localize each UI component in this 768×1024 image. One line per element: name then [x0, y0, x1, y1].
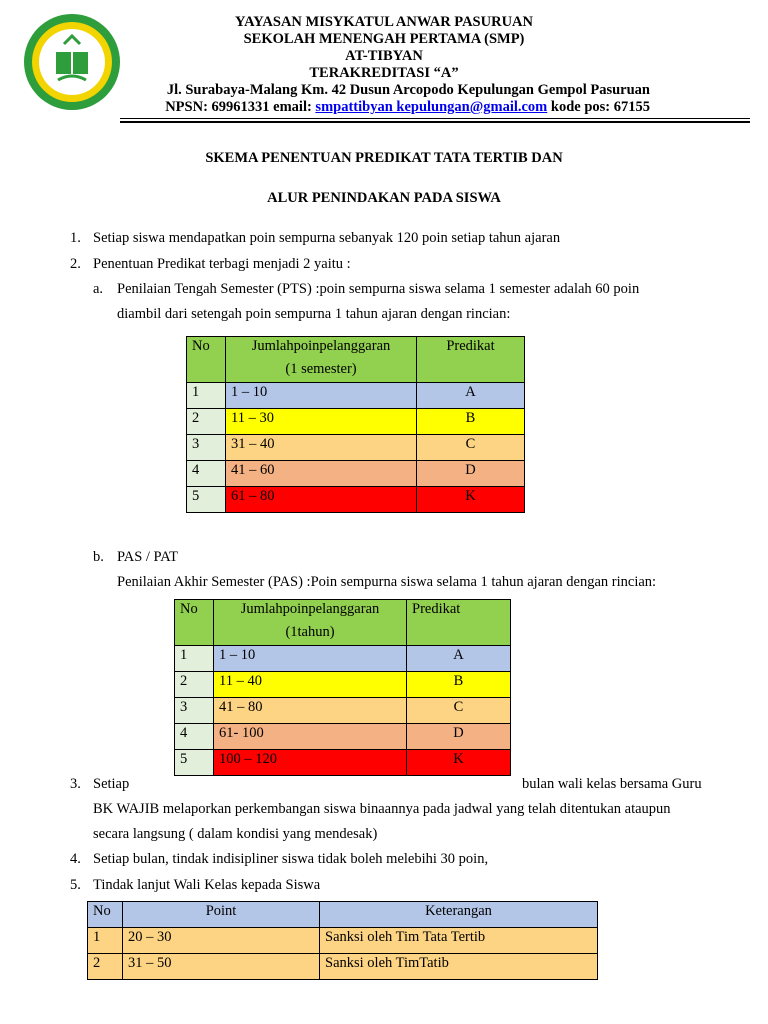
- table-cell: 1 – 10: [226, 383, 417, 409]
- table-row: [187, 461, 525, 487]
- item-text: Setiap siswa mendapatkan poin sempurna sebanyak 120 poin setiap tahun ajaran: [93, 230, 561, 246]
- table-cell: Sanksi oleh TimTatib: [320, 954, 598, 980]
- table-row: [187, 383, 525, 409]
- table-row: [175, 750, 511, 776]
- table-cell: K: [417, 487, 525, 513]
- table-header-cell: No: [88, 902, 123, 928]
- table-cell: Sanksi oleh Tim Tata Tertib: [320, 928, 598, 954]
- table-cell: 5: [187, 487, 226, 513]
- item-text: secara langsung ( dalam kondisi yang mendesak): [93, 826, 378, 842]
- table-cell: 61 – 80: [226, 487, 417, 513]
- item-text: Penilaian Akhir Semester (PAS) :Poin sempurna siswa selama 1 tahun ajaran dengan rincian:: [117, 574, 657, 590]
- school-name: AT-TIBYAN: [345, 48, 423, 64]
- postal-code: kode pos: 67155: [547, 99, 650, 115]
- table-cell: 100 – 120: [214, 750, 407, 776]
- table-cell: D: [407, 724, 511, 750]
- table-row: [88, 954, 598, 980]
- table-header-cell: No: [187, 337, 226, 383]
- table-cell: 4: [187, 461, 226, 487]
- item-text: BK WAJIB melaporkan perkembangan siswa binaannya pada jadwal yang telah ditentukan ataupun: [93, 801, 671, 817]
- table-cell: A: [417, 383, 525, 409]
- item-number: 3.: [70, 776, 81, 792]
- foundation-name: YAYASAN MISYKATUL ANWAR PASURUAN: [235, 14, 533, 30]
- table-header-cell: [226, 337, 417, 383]
- table-cell: 4: [175, 724, 214, 750]
- table-cell: 3: [187, 435, 226, 461]
- pas-predicate-table: [174, 599, 511, 776]
- table-cell: 1 – 10: [214, 646, 407, 672]
- table-cell: 1: [187, 383, 226, 409]
- table-row: [88, 928, 598, 954]
- table-cell: 1: [88, 928, 123, 954]
- item-text: Penentuan Predikat terbagi menjadi 2 yaitu :: [93, 256, 351, 272]
- table-cell: 20 – 30: [123, 928, 320, 954]
- table-header-cell: Predikat: [417, 337, 525, 383]
- table-cell: 2: [88, 954, 123, 980]
- table-cell: 2: [187, 409, 226, 435]
- table-cell: 41 – 60: [226, 461, 417, 487]
- sub-item-letter: a.: [93, 281, 104, 297]
- table-header-cell: Keterangan: [320, 902, 598, 928]
- item-text: PAS / PAT: [117, 549, 179, 565]
- item-number: 1.: [70, 230, 81, 246]
- table-header-cell: Point: [123, 902, 320, 928]
- table-cell: 11 – 30: [226, 409, 417, 435]
- address: Jl. Surabaya-Malang Km. 42 Dusun Arcopodo Kepulungan Gempol Pasuruan: [166, 82, 650, 98]
- item-text: Penilaian Tengah Semester (PTS) :poin sempurna siswa selama 1 semester adalah 60 poin: [117, 281, 640, 297]
- table-row: [175, 672, 511, 698]
- table-cell: 2: [175, 672, 214, 698]
- table-cell: 1: [175, 646, 214, 672]
- table-cell: A: [407, 646, 511, 672]
- header-subtext: (1tahun): [285, 624, 335, 640]
- item-number: 2.: [70, 256, 81, 272]
- school-type: SEKOLAH MENENGAH PERTAMA (SMP): [243, 31, 525, 47]
- table-cell: 31 – 40: [226, 435, 417, 461]
- table-header-cell: Predikat: [407, 600, 511, 646]
- table-cell: 5: [175, 750, 214, 776]
- header-text: Jumlahpoinpelanggaran: [251, 338, 391, 354]
- contact-line: [120, 99, 650, 116]
- document-title-line1: SKEMA PENENTUAN PREDIKAT TATA TERTIB DAN: [205, 150, 563, 166]
- table-row: [175, 698, 511, 724]
- table-row: [187, 435, 525, 461]
- table-cell: 3: [175, 698, 214, 724]
- table-cell: D: [417, 461, 525, 487]
- header-subtext: (1 semester): [285, 361, 357, 377]
- header-divider-thick: [120, 121, 750, 123]
- table-cell: 41 – 80: [214, 698, 407, 724]
- item-text: diambil dari setengah poin sempurna 1 tahun ajaran dengan rincian:: [117, 306, 511, 322]
- table-cell: B: [407, 672, 511, 698]
- item-text: bulan wali kelas bersama Guru: [522, 776, 702, 792]
- email-link[interactable]: smpattibyan kepulungan@gmail.com: [315, 99, 548, 115]
- table-cell: K: [407, 750, 511, 776]
- item-text: Setiap: [93, 776, 130, 792]
- header-divider-thin: [120, 118, 750, 119]
- table-row: [175, 724, 511, 750]
- table-cell: 31 – 50: [123, 954, 320, 980]
- table-cell: C: [417, 435, 525, 461]
- document-title-line2: ALUR PENINDAKAN PADA SISWA: [267, 190, 501, 206]
- pts-predicate-table: [186, 336, 525, 513]
- item-text: Tindak lanjut Wali Kelas kepada Siswa: [93, 877, 321, 893]
- accreditation: TERAKREDITASI “A”: [309, 65, 459, 81]
- item-text: Setiap bulan, tindak indisipliner siswa tidak boleh melebihi 30 poin,: [93, 851, 489, 867]
- npsn-label: NPSN: 69961331 email:: [165, 99, 316, 115]
- table-header-cell: No: [175, 600, 214, 646]
- table-header-cell: [214, 600, 407, 646]
- header-text: Jumlahpoinpelanggaran: [240, 601, 380, 617]
- sub-item-letter: b.: [93, 549, 104, 565]
- table-cell: 61- 100: [214, 724, 407, 750]
- table-cell: C: [407, 698, 511, 724]
- table-row: [187, 409, 525, 435]
- follow-up-table: [87, 901, 598, 980]
- item-number: 4.: [70, 851, 81, 867]
- item-number: 5.: [70, 877, 81, 893]
- table-cell: B: [417, 409, 525, 435]
- table-row: [175, 646, 511, 672]
- table-row: [187, 487, 525, 513]
- table-cell: 11 – 40: [214, 672, 407, 698]
